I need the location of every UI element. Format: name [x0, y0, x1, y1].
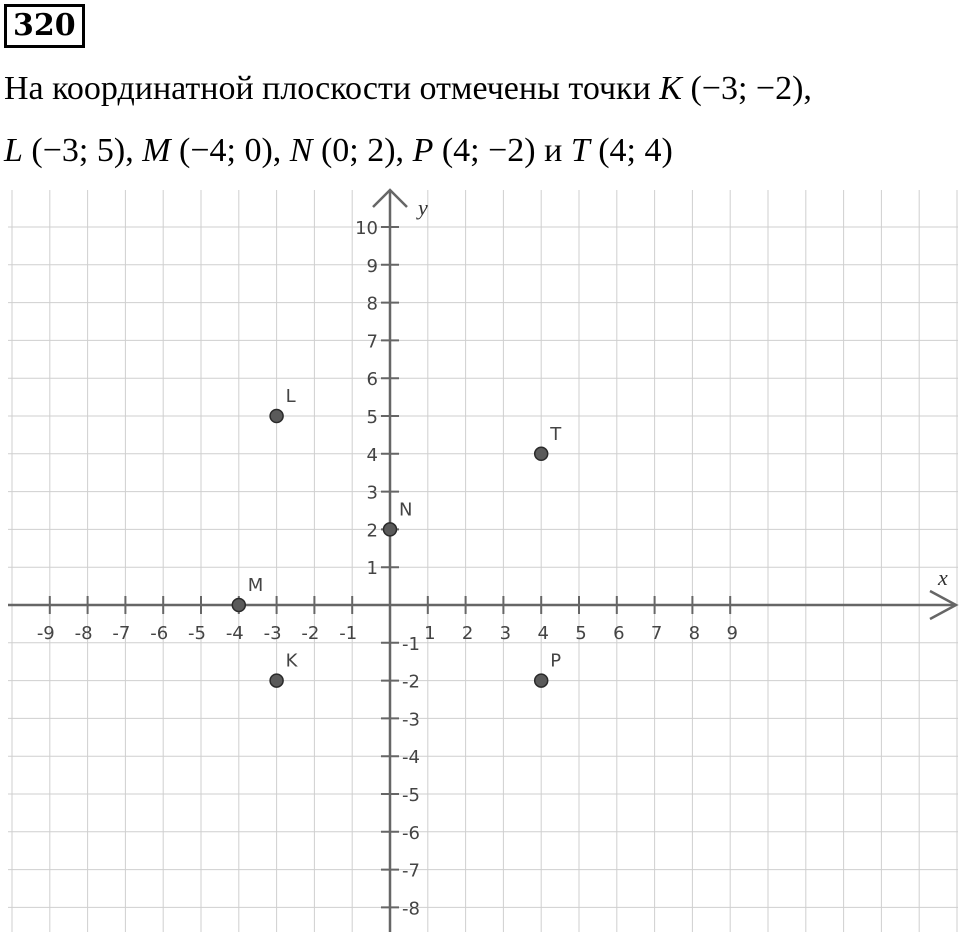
y-tick-label: 2: [366, 520, 378, 542]
y-tick-label: 6: [366, 369, 378, 391]
x-tick-label: 5: [575, 623, 587, 644]
x-tick-label: 8: [688, 623, 701, 644]
y-tick-label: -8: [402, 898, 420, 920]
point-t: [535, 447, 548, 460]
x-tick-label: -9: [36, 623, 55, 644]
point-name-k: K: [659, 70, 682, 107]
y-tick-label: 7: [366, 331, 378, 353]
point-coords-n: (0; 2),: [312, 132, 413, 169]
x-tick-label: -7: [112, 623, 131, 644]
x-tick-label: -5: [188, 623, 206, 644]
point-label-t: T: [550, 423, 562, 445]
x-axis-label: x: [938, 565, 948, 590]
point-name-t: T: [570, 132, 590, 169]
point-name-m: M: [142, 132, 171, 169]
point-m: [232, 599, 245, 612]
point-coords-k: (−3; −2),: [681, 70, 812, 107]
y-tick-label: -5: [402, 785, 420, 806]
y-tick-label: 10: [355, 218, 378, 239]
point-k: [270, 674, 283, 687]
y-tick-label: 8: [366, 293, 378, 315]
y-tick-label: 4: [366, 444, 378, 466]
problem-text: На координатной плоскости отмечены точки: [4, 70, 660, 107]
point-label-n: N: [399, 499, 413, 521]
point-p: [535, 674, 548, 687]
grid: [8, 190, 958, 932]
point-l: [270, 410, 283, 423]
problem-number: 320: [4, 4, 85, 48]
x-tick-label: -1: [339, 623, 358, 644]
point-name-l: L: [4, 132, 23, 169]
point-label-p: P: [550, 650, 562, 672]
y-tick-label: 1: [366, 558, 378, 580]
x-tick-label: -4: [225, 623, 244, 644]
x-tick-label: 1: [424, 623, 436, 644]
point-name-n: N: [289, 132, 313, 169]
x-tick-label: -8: [74, 623, 93, 644]
axis-ticks: [37, 218, 738, 919]
y-tick-label: -4: [402, 747, 420, 769]
y-tick-label: -1: [402, 633, 420, 655]
x-tick-label: 3: [499, 623, 512, 644]
point-n: [384, 523, 397, 536]
x-tick-label: -6: [150, 623, 169, 644]
point-coords-p: (4; −2) и: [433, 132, 571, 169]
point-coords-t: (4; 4): [589, 132, 673, 169]
x-tick-label: 2: [461, 623, 474, 644]
y-axis-label: y: [418, 195, 428, 220]
y-tick-label: -3: [402, 709, 420, 731]
x-tick-label: 4: [537, 623, 549, 644]
axes: [8, 190, 956, 932]
y-tick-label: 9: [366, 255, 378, 277]
y-tick-label: -6: [402, 822, 420, 844]
x-tick-label: 6: [613, 623, 625, 644]
y-tick-label: 5: [366, 407, 378, 428]
x-tick-label: 7: [650, 623, 663, 644]
point-label-k: K: [285, 650, 298, 672]
point-coords-m: (−4; 0),: [170, 132, 290, 169]
point-label-l: L: [285, 386, 296, 407]
y-tick-label: -2: [402, 671, 420, 693]
y-tick-label: -7: [402, 860, 420, 882]
point-label-m: M: [247, 575, 264, 596]
x-tick-label: -3: [263, 623, 282, 644]
y-tick-label: 3: [366, 482, 378, 504]
x-tick-label: 9: [726, 623, 738, 644]
point-name-p: P: [412, 132, 434, 169]
point-coords-l: (−3; 5),: [22, 132, 143, 169]
x-tick-label: -2: [301, 623, 320, 644]
